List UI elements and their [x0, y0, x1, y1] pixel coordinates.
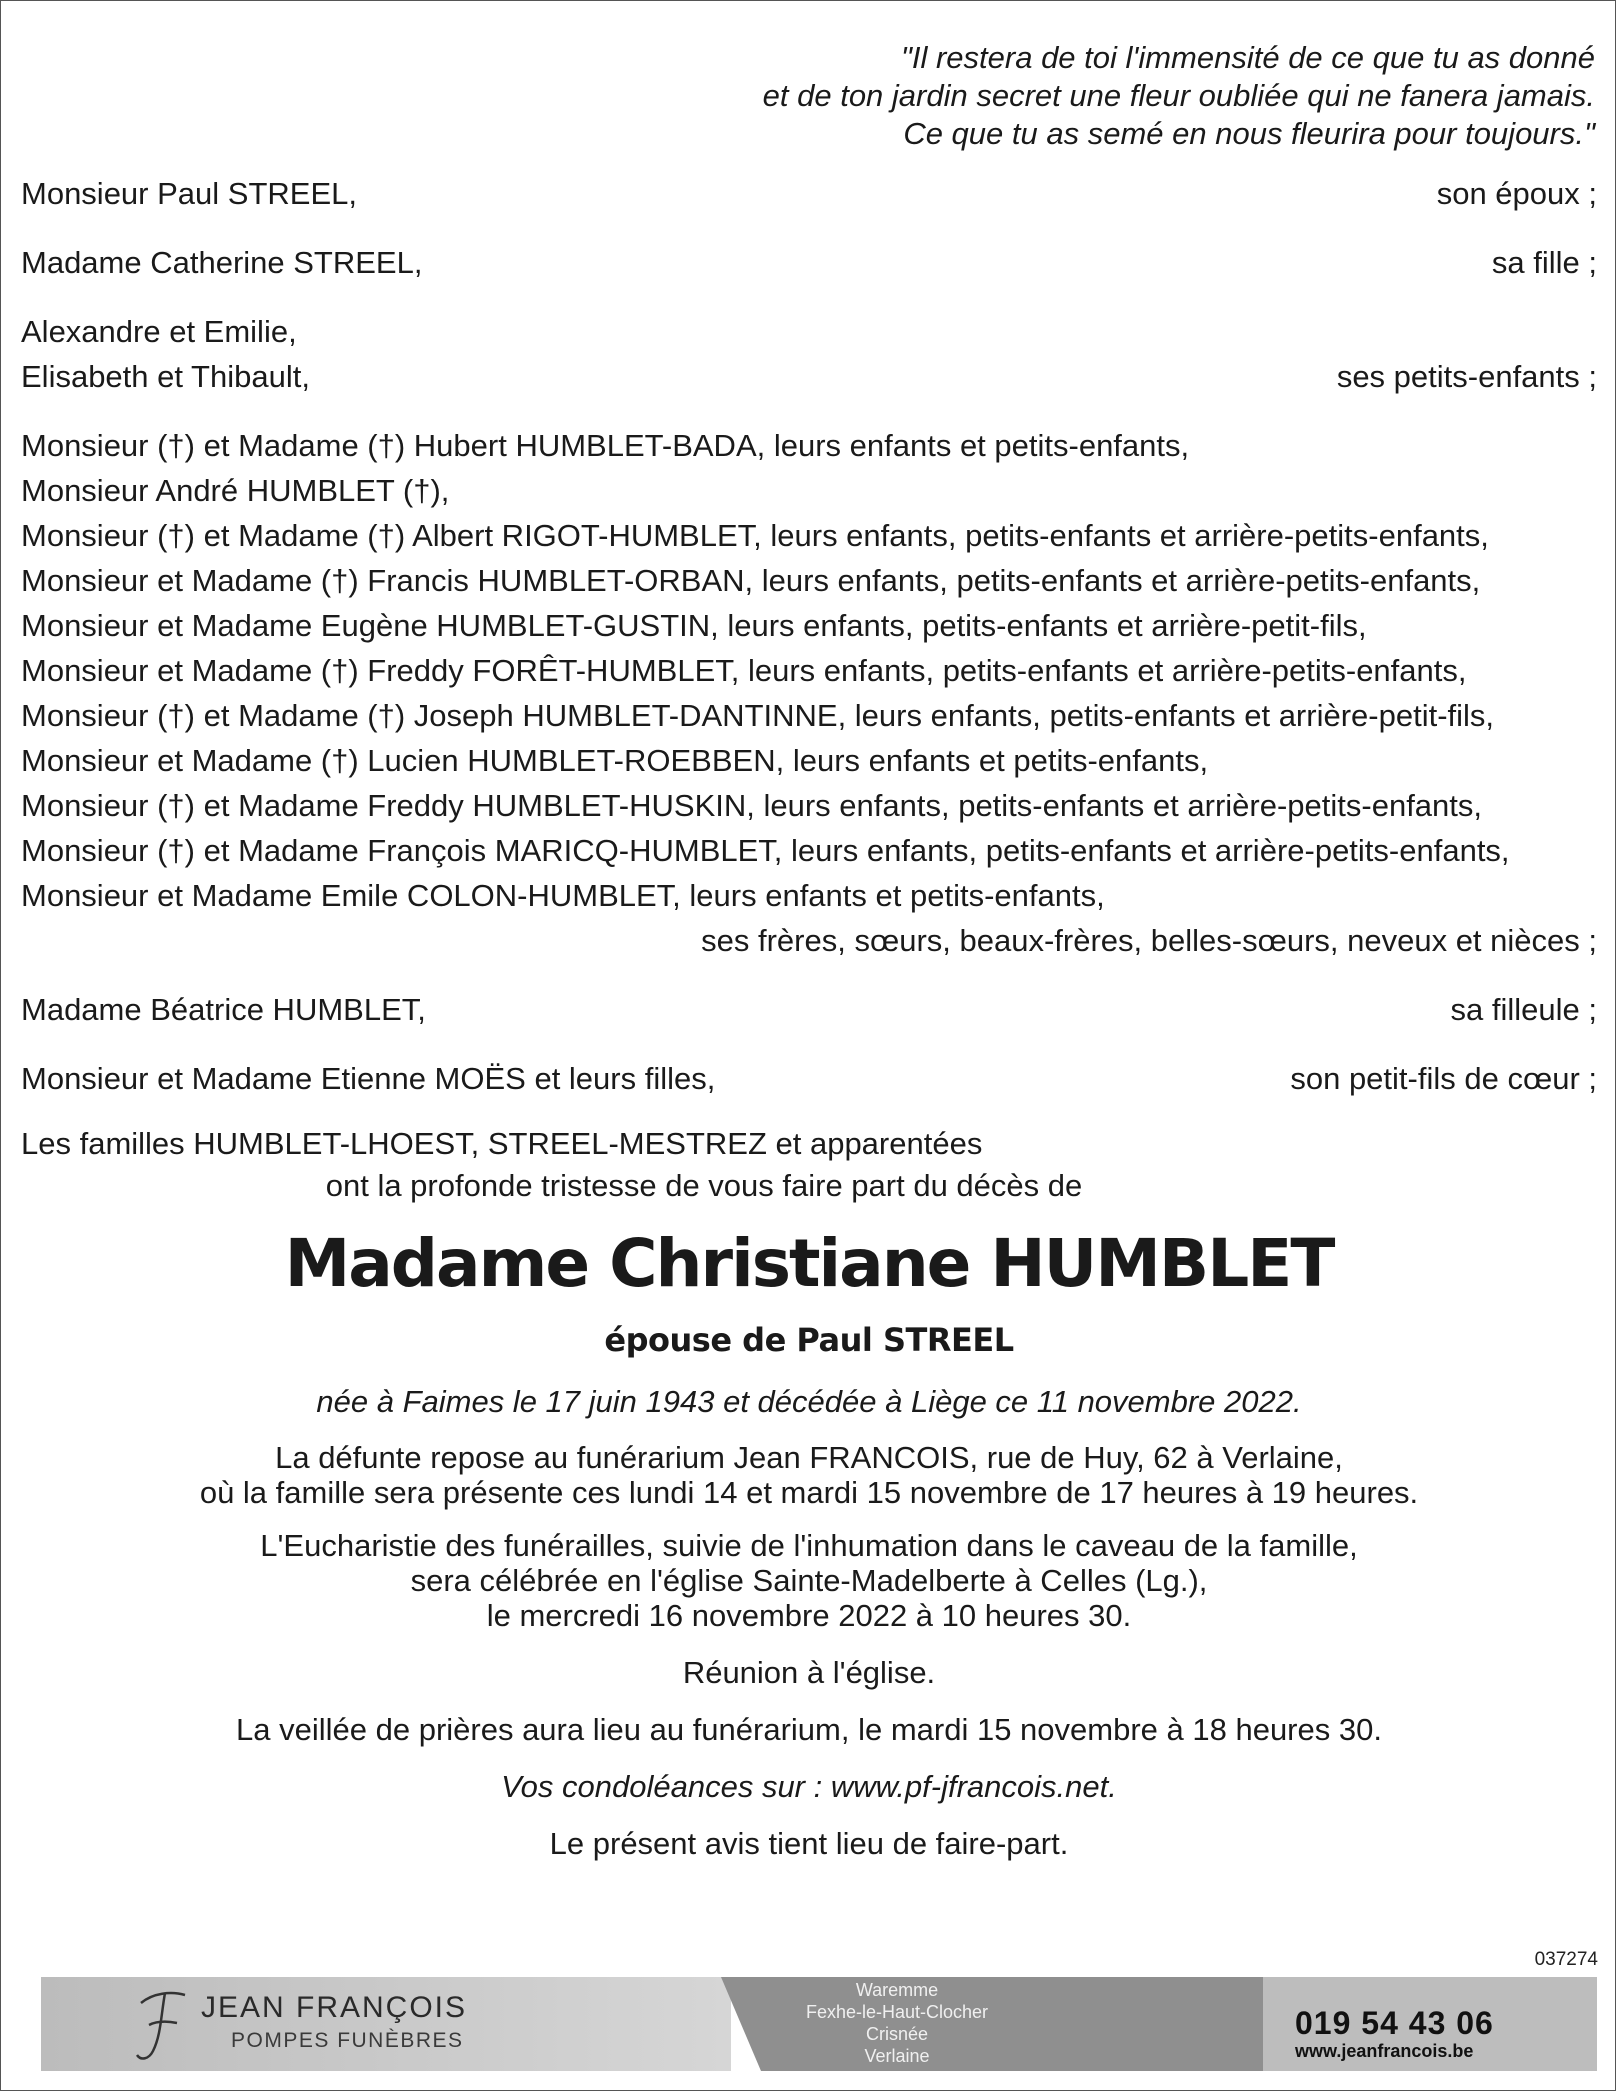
- deceased-spouse: épouse de Paul STREEL: [604, 1321, 1014, 1359]
- sibling-line: Monsieur et Madame (†) Francis HUMBLET-ORBAN, leurs enfants, petits-enfants et arrière-petits-enfants,: [21, 563, 1481, 598]
- obituary-content: [21, 39, 1597, 1861]
- sibling-line: Monsieur André HUMBLET (†),: [21, 473, 450, 508]
- family-row-goddaughter: [21, 987, 1597, 1032]
- meeting-line: Réunion à l'église.: [682, 1655, 936, 1690]
- family-row-daughter: [21, 240, 1597, 285]
- rest-line: où la famille sera présente ces lundi 14 et mardi 15 novembre de 17 heures à 19 heures.: [199, 1475, 1419, 1510]
- sibling-line: Monsieur (†) et Madame (†) Albert RIGOT-HUMBLET, leurs enfants, petits-enfants et arrière-petits-enfants,: [21, 518, 1489, 553]
- sibling-line: Monsieur (†) et Madame Freddy HUMBLET-HUSKIN, leurs enfants, petits-enfants et arrière-petits-enfants,: [21, 788, 1483, 823]
- family-relation: sa filleule ;: [1450, 992, 1597, 1027]
- brand-subtitle: POMPES FUNÈBRES: [231, 2029, 464, 2052]
- family-relation: ses petits-enfants ;: [1336, 359, 1597, 394]
- funeral-home-banner: [41, 1977, 1597, 2071]
- ceremony-line: sera célébrée en l'église Sainte-Madelberte à Celles (Lg.),: [410, 1563, 1208, 1598]
- epigraph-quote: [21, 39, 1597, 153]
- reference-number: 037274: [1534, 1949, 1598, 1970]
- family-name: Monsieur Paul STREEL,: [21, 176, 357, 211]
- family-relation: son petit-fils de cœur ;: [1290, 1061, 1597, 1096]
- vigil-line: La veillée de prières aura lieu au funérarium, le mardi 15 novembre à 18 heures 30.: [236, 1712, 1382, 1747]
- deceased-name: Madame Christiane HUMBLET: [284, 1225, 1334, 1302]
- location-item: Verlaine: [864, 2046, 930, 2066]
- family-name: Madame Béatrice HUMBLET,: [21, 992, 426, 1027]
- family-siblings-block: [21, 423, 1597, 963]
- sibling-line: Monsieur et Madame (†) Lucien HUMBLET-ROEBBEN, leurs enfants et petits-enfants,: [21, 743, 1209, 778]
- quote-line: et de ton jardin secret une fleur oubliée qui ne fanera jamais.: [762, 78, 1595, 113]
- family-name: Elisabeth et Thibault,: [21, 359, 310, 394]
- family-relation: sa fille ;: [1491, 245, 1597, 280]
- family-row-heart: [21, 1056, 1597, 1101]
- notice-line: Le présent avis tient lieu de faire-part.: [549, 1826, 1069, 1861]
- jf-monogram-icon: [131, 1985, 191, 2065]
- family-name: Alexandre et Emilie,: [21, 314, 297, 349]
- family-relation: son époux ;: [1436, 176, 1597, 211]
- location-item: Waremme: [855, 1980, 939, 2000]
- family-row-grandchildren: [21, 309, 1597, 399]
- rest-line: La défunte repose au funérarium Jean FRANCOIS, rue de Huy, 62 à Verlaine,: [275, 1440, 1343, 1475]
- ceremony-line: le mercredi 16 novembre 2022 à 10 heures 30.: [486, 1598, 1132, 1633]
- sibling-line: Monsieur et Madame Eugène HUMBLET-GUSTIN, leurs enfants, petits-enfants et arrière-petit-fils,: [21, 608, 1367, 643]
- family-name: Madame Catherine STREEL,: [21, 245, 423, 280]
- condolences-line: Vos condoléances sur : www.pf-jfrancois.net.: [501, 1769, 1117, 1804]
- announcement-line: ont la profonde tristesse de vous faire part du décès de: [325, 1168, 1083, 1203]
- sibling-line: Monsieur et Madame Emile COLON-HUMBLET, leurs enfants et petits-enfants,: [21, 878, 1105, 913]
- location-item: Crisnée: [865, 2024, 929, 2044]
- website-link[interactable]: www.jeanfrancois.be: [1295, 2041, 1474, 2061]
- family-relation: ses frères, sœurs, beaux-frères, belles-sœurs, neveux et nièces ;: [701, 923, 1597, 958]
- rest-details: [21, 1440, 1597, 1510]
- sibling-line: Monsieur (†) et Madame (†) Hubert HUMBLET-BADA, leurs enfants et petits-enfants,: [21, 428, 1190, 463]
- family-name: Monsieur et Madame Etienne MOËS et leurs filles,: [21, 1061, 716, 1096]
- quote-line: "Il restera de toi l'immensité de ce que tu as donné: [900, 40, 1595, 75]
- sibling-line: Monsieur (†) et Madame François MARICQ-HUMBLET, leurs enfants, petits-enfants et arrière-petits-enfants,: [21, 833, 1510, 868]
- location-item: Fexhe-le-Haut-Clocher: [805, 2002, 989, 2022]
- ceremony-details: [21, 1528, 1597, 1633]
- locations-list: [777, 1979, 1017, 2067]
- sibling-line: Monsieur et Madame (†) Freddy FORÊT-HUMBLET, leurs enfants, petits-enfants et arrière-petits-enfants,: [21, 653, 1467, 688]
- ceremony-line: L'Eucharistie des funérailles, suivie de l'inhumation dans le caveau de la famille,: [260, 1528, 1358, 1563]
- related-families: Les familles HUMBLET-LHOEST, STREEL-MESTREZ et apparentées: [21, 1126, 983, 1161]
- phone-number: 019 54 43 06: [1295, 2005, 1494, 2041]
- deceased-dates: née à Faimes le 17 juin 1943 et décédée à Liège ce 11 novembre 2022.: [316, 1384, 1302, 1419]
- brand-name: JEAN FRANÇOIS: [201, 1991, 468, 2024]
- quote-line: Ce que tu as semé en nous fleurira pour toujours.": [903, 116, 1595, 151]
- family-row-spouse: [21, 171, 1597, 216]
- sibling-line: Monsieur (†) et Madame (†) Joseph HUMBLET-DANTINNE, leurs enfants, petits-enfants et arrière-petit-fils,: [21, 698, 1495, 733]
